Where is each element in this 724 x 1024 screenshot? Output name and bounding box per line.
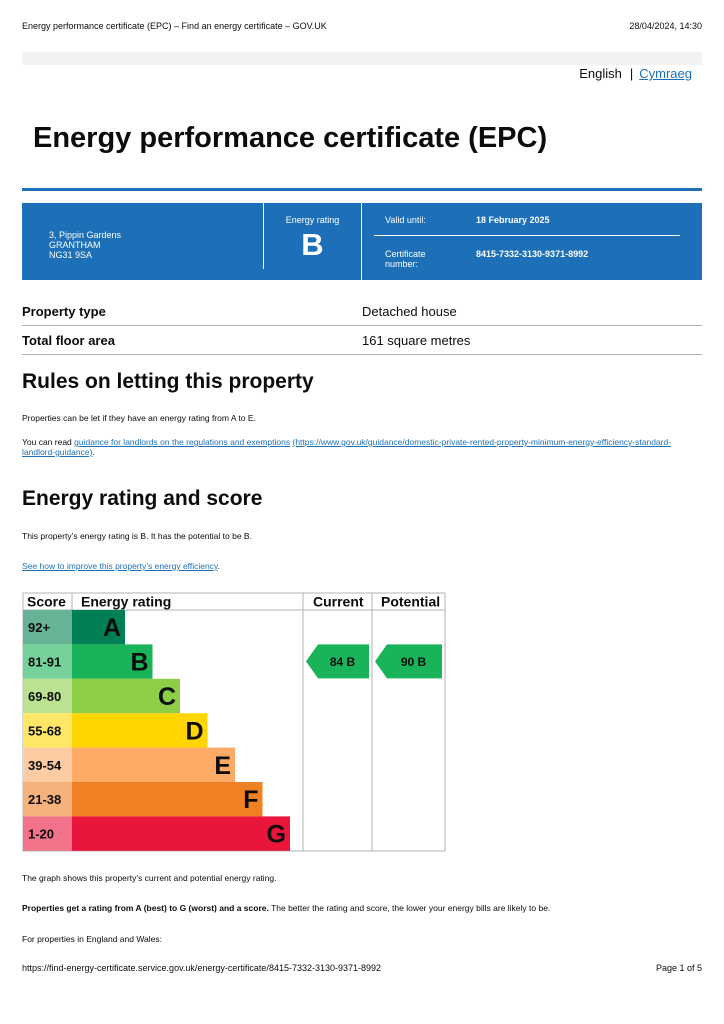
guidance-link[interactable]: guidance for landlords on the regulations and exemptions: [74, 437, 291, 447]
energy-rating-chart: [22, 592, 446, 857]
language-switcher: [579, 66, 692, 81]
address-line-3: NG31 9SA: [49, 250, 93, 260]
band-range-b: 81-91: [28, 654, 62, 670]
energy-rating-label: Energy rating: [285, 215, 340, 225]
band-letter-b: B: [130, 648, 149, 677]
improve-efficiency-link[interactable]: See how to improve this property’s energy efficiency: [22, 561, 218, 571]
rules-read-prefix: You can read: [22, 437, 75, 447]
print-footer: [22, 963, 702, 975]
improve-paragraph: [22, 561, 220, 571]
language-english: English: [579, 66, 622, 81]
band-range-c: 69-80: [28, 689, 62, 704]
england-wales-text: For properties in England and Wales:: [22, 934, 163, 944]
band-letter-g: G: [266, 820, 286, 849]
band-letter-f: F: [243, 786, 259, 815]
floor-area-key: Total floor area: [22, 333, 115, 348]
address-line-2: GRANTHAM: [49, 240, 101, 250]
print-header: [22, 21, 702, 33]
improve-suffix: .: [217, 561, 220, 571]
band-bar-f: [72, 782, 263, 816]
rating-explanation-bold: Properties get a rating from A (best) to G (worst) and a score.: [22, 903, 269, 913]
band-bar-g: [72, 816, 290, 850]
chart-header-score: Score: [27, 593, 66, 610]
band-letter-a: A: [102, 614, 121, 643]
band-letter-c: C: [157, 683, 176, 711]
summary-divider-2: [361, 203, 362, 280]
graph-description: The graph shows this property’s current and potential energy rating.: [22, 873, 277, 883]
summary-inner-rule: [374, 235, 680, 236]
floor-area-value: 161 square metres: [362, 333, 471, 348]
title-rule: [22, 188, 702, 191]
print-header-title: Energy performance certificate (EPC) – Find an energy certificate – GOV.UK: [22, 21, 327, 31]
band-range-a: 92+: [28, 620, 51, 636]
rules-read-suffix: .: [92, 447, 95, 457]
valid-until-value: 18 February 2025: [476, 215, 550, 225]
band-letter-d: D: [185, 717, 204, 746]
valid-until-label: Valid until:: [385, 215, 426, 225]
certificate-number-label: Certificate number:: [385, 249, 426, 269]
band-range-e: 39-54: [28, 757, 62, 773]
rating-explanation-rest: The better the rating and score, the lower your energy bills are likely to be.: [268, 903, 551, 913]
print-footer-url: https://find-energy-certificate.service.gov.uk/energy-certificate/8415-7332-3130-9371-8992: [22, 963, 382, 973]
property-details: [22, 297, 702, 355]
print-footer-page: Page 1 of 5: [655, 963, 702, 973]
language-welsh-link[interactable]: Cymraeg: [639, 66, 692, 81]
rules-text: Properties can be let if they have an energy rating from A to E.: [22, 413, 256, 423]
certificate-number-value: 8415-7332-3130-9371-8992: [476, 249, 589, 259]
property-address: [49, 230, 121, 260]
guidance-url[interactable]: (https://www.gov.uk/guidance/domestic-private-rented-property-minimum-energy-efficiency-standard-landlord-guidance): [22, 437, 672, 457]
property-type-value: Detached house: [362, 304, 457, 319]
potential-rating-arrow-label: 90 B: [400, 654, 427, 669]
energy-rating-text: This property’s energy rating is B. It has the potential to be B.: [22, 531, 252, 541]
energy-heading: Energy rating and score: [22, 487, 263, 510]
chart-header-current: Current: [313, 593, 364, 610]
chart-header-rating: Energy rating: [81, 593, 172, 610]
address-line-1: 3, Pippin Gardens: [49, 230, 122, 240]
epc-summary-box: [22, 203, 702, 280]
energy-rating-letter: B: [301, 227, 324, 262]
property-type-row: [22, 297, 702, 326]
language-separator: |: [629, 66, 634, 81]
print-header-datetime: 28/04/2024, 14:30: [629, 21, 702, 31]
energy-rating-chart-svg: [22, 592, 446, 852]
current-rating-arrow-label: 84 B: [329, 654, 356, 669]
band-range-g: 1-20: [28, 826, 55, 842]
grey-banner: [22, 52, 702, 65]
band-range-d: 55-68: [28, 723, 62, 739]
rules-guidance-paragraph: [22, 437, 702, 457]
property-type-key: Property type: [22, 304, 106, 319]
band-letter-e: E: [214, 751, 231, 780]
rules-heading: Rules on letting this property: [22, 370, 314, 393]
band-range-f: 21-38: [28, 792, 62, 808]
rating-explanation: [22, 903, 702, 913]
chart-header-potential: Potential: [381, 593, 441, 610]
page-title: Energy performance certificate (EPC): [33, 122, 548, 154]
floor-area-row: [22, 326, 702, 355]
band-bar-e: [72, 748, 235, 782]
